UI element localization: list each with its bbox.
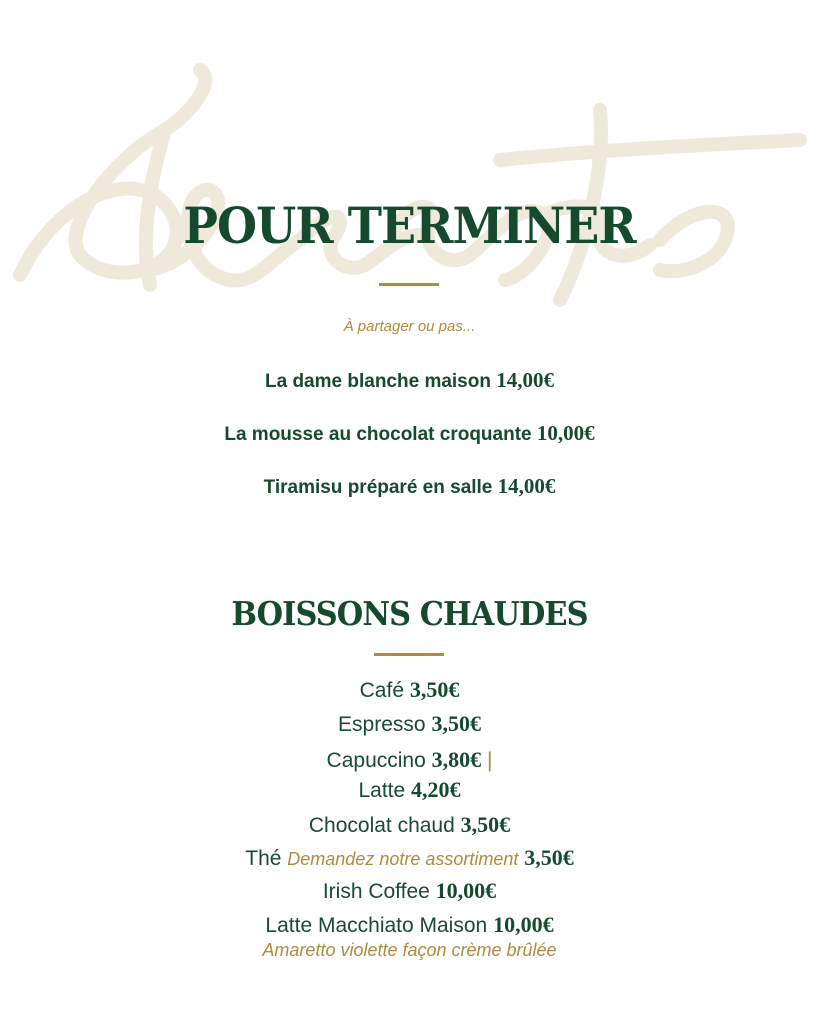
dessert-item bbox=[0, 368, 819, 393]
drink-subnote: Amaretto violette façon crème brûlée bbox=[262, 940, 557, 960]
drink-name: Latte Macchiato Maison bbox=[265, 914, 488, 937]
drink-price: 3,50€ bbox=[524, 845, 574, 870]
dessert-name: La mousse au chocolat croquante bbox=[224, 424, 532, 445]
desserts-watermark-script bbox=[0, 40, 819, 340]
drink-price: 10,00€ bbox=[493, 912, 554, 937]
drink-item bbox=[0, 812, 819, 838]
title-divider bbox=[379, 283, 439, 286]
drink-name: Latte bbox=[358, 779, 406, 802]
dessert-price: 10,00€ bbox=[536, 421, 595, 445]
dessert-name: Tiramisu préparé en salle bbox=[263, 477, 493, 498]
drink-item bbox=[0, 777, 819, 803]
drink-price: 3,80€ bbox=[431, 747, 482, 772]
drink-price: 3,50€ bbox=[409, 677, 460, 702]
drink-item bbox=[0, 878, 819, 904]
drink-name: Espresso bbox=[338, 713, 426, 736]
dessert-item bbox=[0, 474, 819, 499]
tagline: À partager ou pas... bbox=[343, 318, 476, 335]
section-title-hot-drinks: BOISSONS CHAUDES bbox=[231, 594, 588, 633]
drink-name: Chocolat chaud bbox=[308, 814, 455, 837]
drink-item bbox=[0, 912, 819, 938]
drink-name: Café bbox=[359, 679, 404, 702]
drink-price: 3,50€ bbox=[431, 711, 481, 736]
page-title: POUR TERMINER bbox=[183, 196, 636, 255]
drink-separator: | bbox=[486, 749, 493, 772]
drink-item bbox=[0, 747, 819, 773]
drink-item bbox=[0, 677, 819, 703]
drink-price: 3,50€ bbox=[460, 812, 511, 837]
dessert-price: 14,00€ bbox=[496, 368, 554, 392]
dessert-item bbox=[0, 421, 819, 446]
drink-name: Capuccino bbox=[326, 749, 426, 772]
drink-price: 10,00€ bbox=[435, 878, 497, 903]
drink-item bbox=[0, 711, 819, 737]
dessert-name: La dame blanche maison bbox=[265, 371, 491, 392]
drink-name: Thé bbox=[245, 847, 282, 870]
drink-price: 4,20€ bbox=[411, 777, 461, 802]
drink-item bbox=[0, 845, 819, 871]
drink-note: Demandez notre assortiment bbox=[287, 849, 519, 869]
section-divider bbox=[374, 653, 444, 656]
dessert-price: 14,00€ bbox=[497, 474, 556, 498]
drink-name: Irish Coffee bbox=[322, 880, 430, 903]
